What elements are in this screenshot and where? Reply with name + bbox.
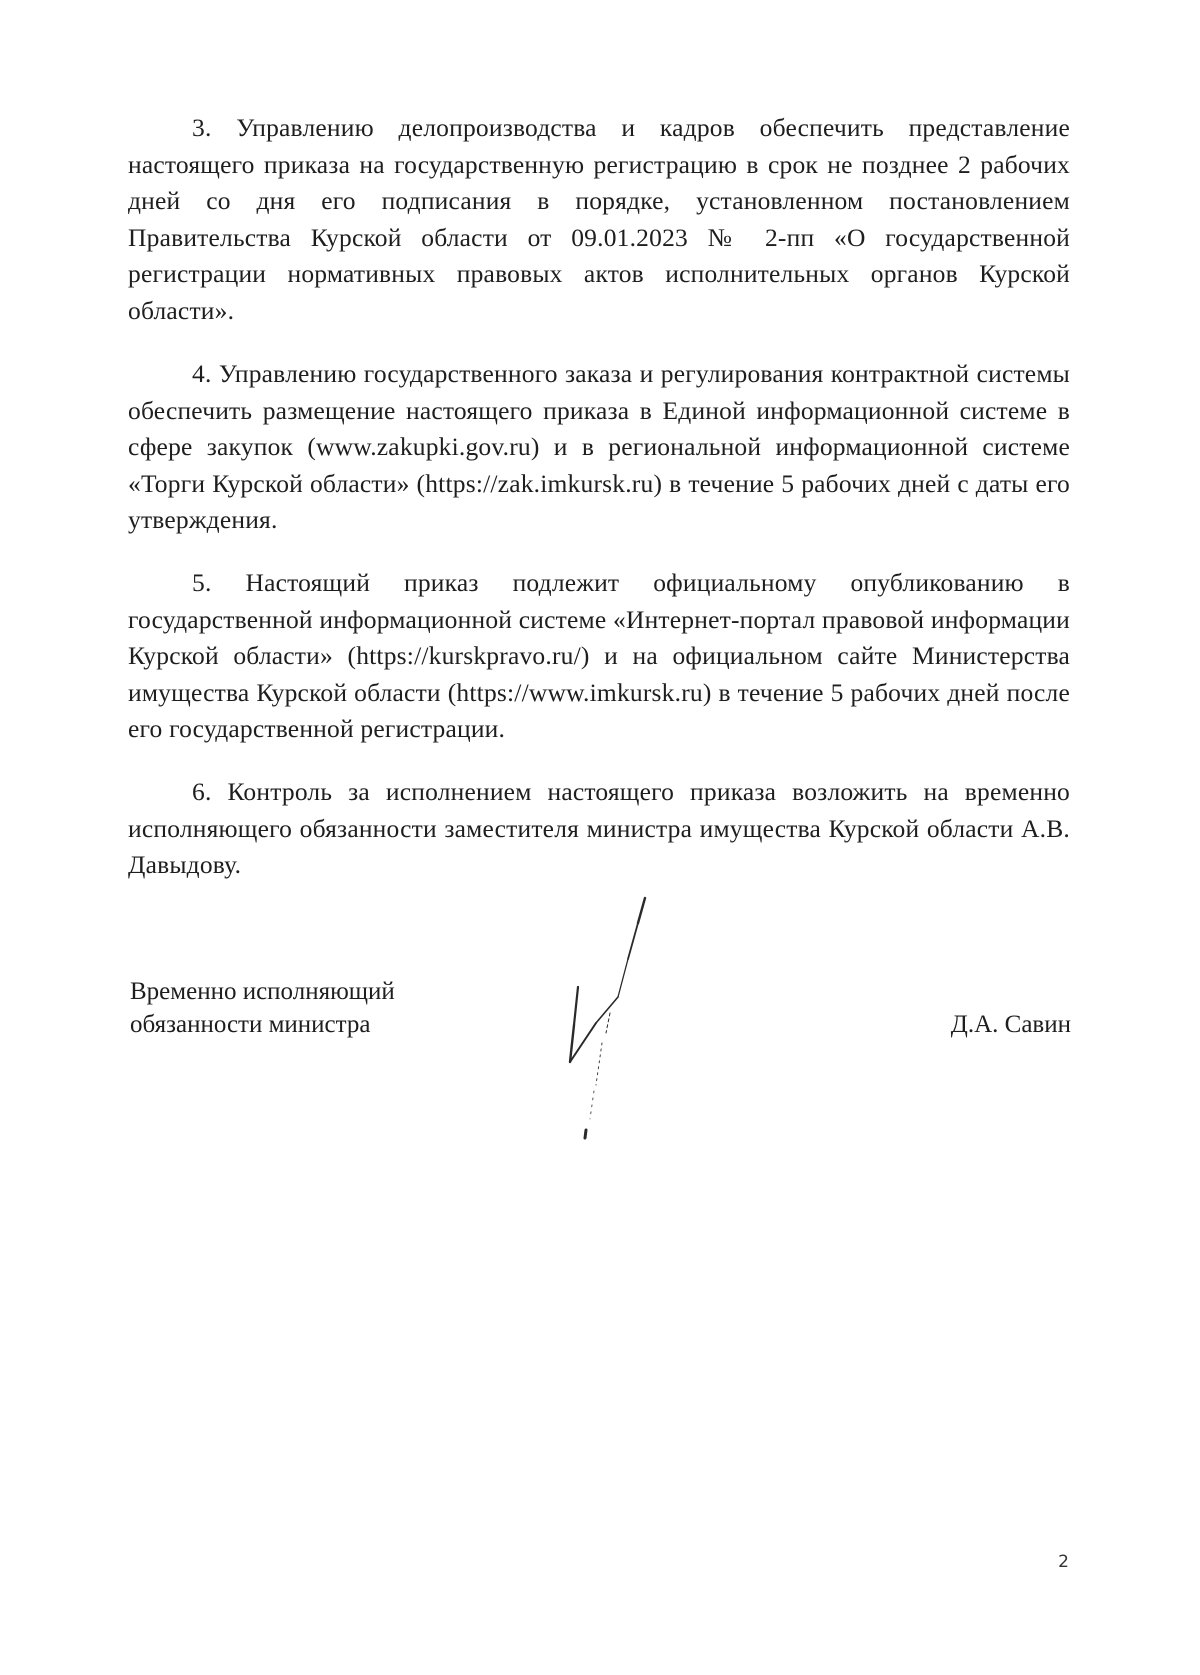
signatory-position <box>130 975 395 1041</box>
handwritten-signature <box>566 895 686 1155</box>
paragraph-3: 3. Управлению делопроизводства и кадров обеспечить представление настоящего приказа на государственную регистрацию в срок не позднее 2 рабочих дней со дня его подписания в порядке, установленном постановлением Правительства Курской области от 09.01.2023 № 2-пп «О государственной регистрации нормативных правовых актов исполнительных органов Курской области». <box>128 113 1070 325</box>
paragraph-5: 5. Настоящий приказ подлежит официальному опубликованию в государственной информационной системе «Интернет-портал правовой информации Курской области» (https://kurskpravo.ru/) и на официальном сайте Министерства имущества Курской области (https://www.imkursk.ru) в течение 5 рабочих дней после его государственной регистрации. <box>128 568 1070 744</box>
signatory-position-line-2: обязанности министра <box>130 1011 371 1038</box>
paragraph-4: 4. Управлению государственного заказа и регулирования контрактной системы обеспечить размещение настоящего приказа в Единой информационной системе в сфере закупок (www.zakupki.gov.ru) и в региональной информационной системе «Торги Курской области» (https://zak.imkursk.ru) в течение 5 рабочих дней с даты его утверждения. <box>128 359 1070 535</box>
page-number: 2 <box>1058 1552 1069 1572</box>
signatory-name: Д.А. Савин <box>950 1011 1071 1038</box>
paragraph-6: 6. Контроль за исполнением настоящего приказа возложить на временно исполняющего обязанности заместителя министра имущества Курской области А.В. Давыдову. <box>128 777 1070 880</box>
signatory-position-line-1: Временно исполняющий <box>130 978 395 1005</box>
